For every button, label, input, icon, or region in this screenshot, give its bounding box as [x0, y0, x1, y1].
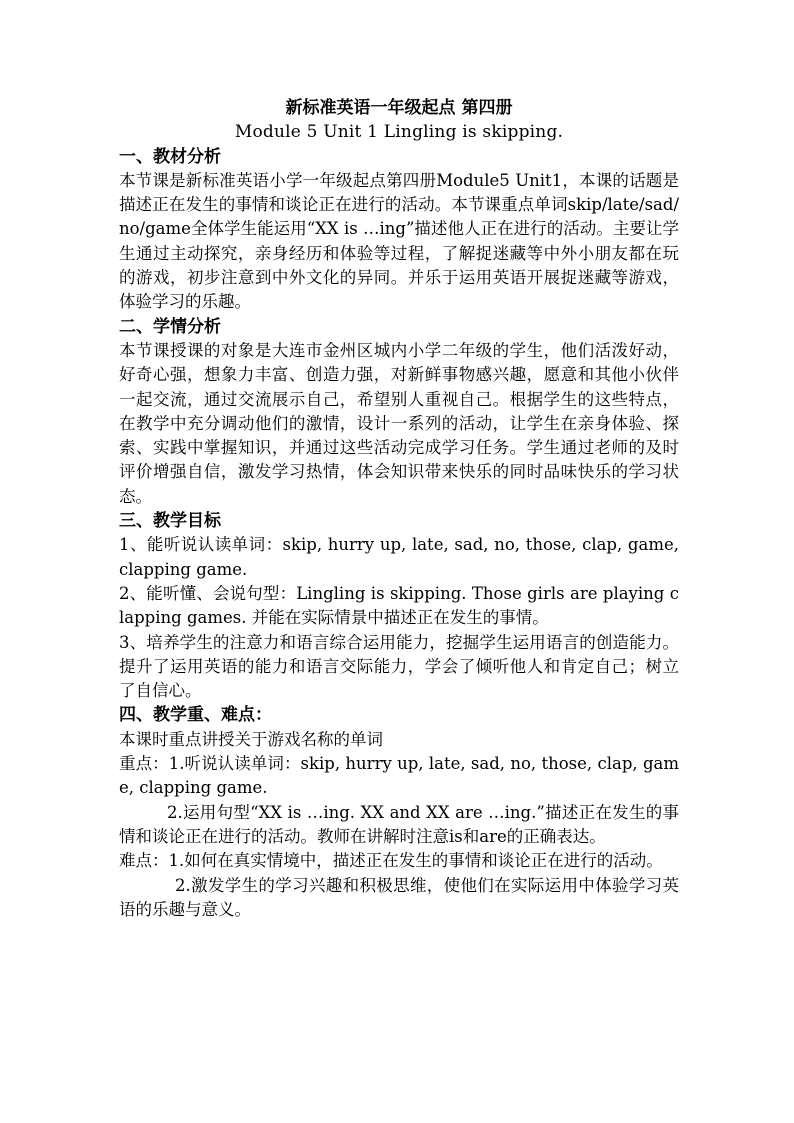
key-point-2: 2.运用句型“XX is …ing. XX and XX are …ing.”描述正在发生的事情和谈论正在进行的活动。教师在讲解时注意is和are的正确表达。 [119, 802, 679, 846]
key-point-1: 重点：1.听说认读单词：skip, hurry up, late, sad, no, those, clap, game, clapping game. [119, 754, 679, 798]
key-points-intro: 本课时重点讲授关于游戏名称的单词 [119, 729, 383, 749]
document-page [119, 96, 679, 922]
goal-item-3: 3、培养学生的注意力和语言综合运用能力，挖掘学生运用语言的创造能力。提升了运用英语的能力和语言交际能力，学会了倾听他人和肯定自己；树立了自信心。 [119, 632, 679, 701]
section-heading-teaching-goals: 三、教学目标 [119, 511, 221, 532]
section-heading-key-points: 四、教学重、难点： [119, 705, 272, 726]
goal-item-2: 2、能听懂、会说句型：Lingling is skipping. Those girls are playing clapping games. 并能在实际情景中描述正在发生的事情。 [119, 583, 679, 628]
document-subtitle: Module 5 Unit 1 Lingling is skipping. [234, 122, 564, 143]
goal-item-1: 1、能听说认读单词：skip, hurry up, late, sad, no, those, clap, game, clapping game. [119, 535, 679, 579]
document-title: 新标准英语一年级起点 第四册 [285, 98, 513, 118]
section-body-textbook-analysis: 本节课是新标准英语小学一年级起点第四册Module5 Unit1，本课的话题是描述正在发生的事情和谈论正在进行的活动。本节课重点单词skip/late/sad/no/game全体学生能运用“XX is …ing”描述他人正在进行的活动。主要让学生通过主动探究，亲身经历和体验等过程，了解捉迷藏等中外小朋友都在玩的游戏，初步注意到中外文化的异同。并乐于运用英语开展捉迷藏等游戏，体验学习的乐趣。 [119, 170, 679, 312]
difficulty-1: 难点：1.如何在真实情境中，描述正在发生的事情和谈论正在进行的活动。 [119, 851, 663, 871]
difficulty-2: 2.激发学生的学习兴趣和积极思维，使他们在实际运用中体验学习英语的乐趣与意义。 [119, 875, 679, 919]
section-body-student-analysis: 本节课授课的对象是大连市金州区城内小学二年级的学生，他们活泼好动，好奇心强，想象力丰富、创造力强，对新鲜事物感兴趣，愿意和其他小伙伴一起交流，通过交流展示自己，希望别人重视自己。根据学生的这些特点，在教学中充分调动他们的激情，设计一系列的活动，让学生在亲身体验、探索、实践中掌握知识，并通过这些活动完成学习任务。学生通过老师的及时评价增强自信，激发学习热情，体会知识带来快乐的同时品味快乐的学习状态。 [119, 340, 679, 506]
section-heading-textbook-analysis: 一、教材分析 [119, 146, 221, 167]
section-heading-student-analysis: 二、学情分析 [119, 316, 221, 337]
